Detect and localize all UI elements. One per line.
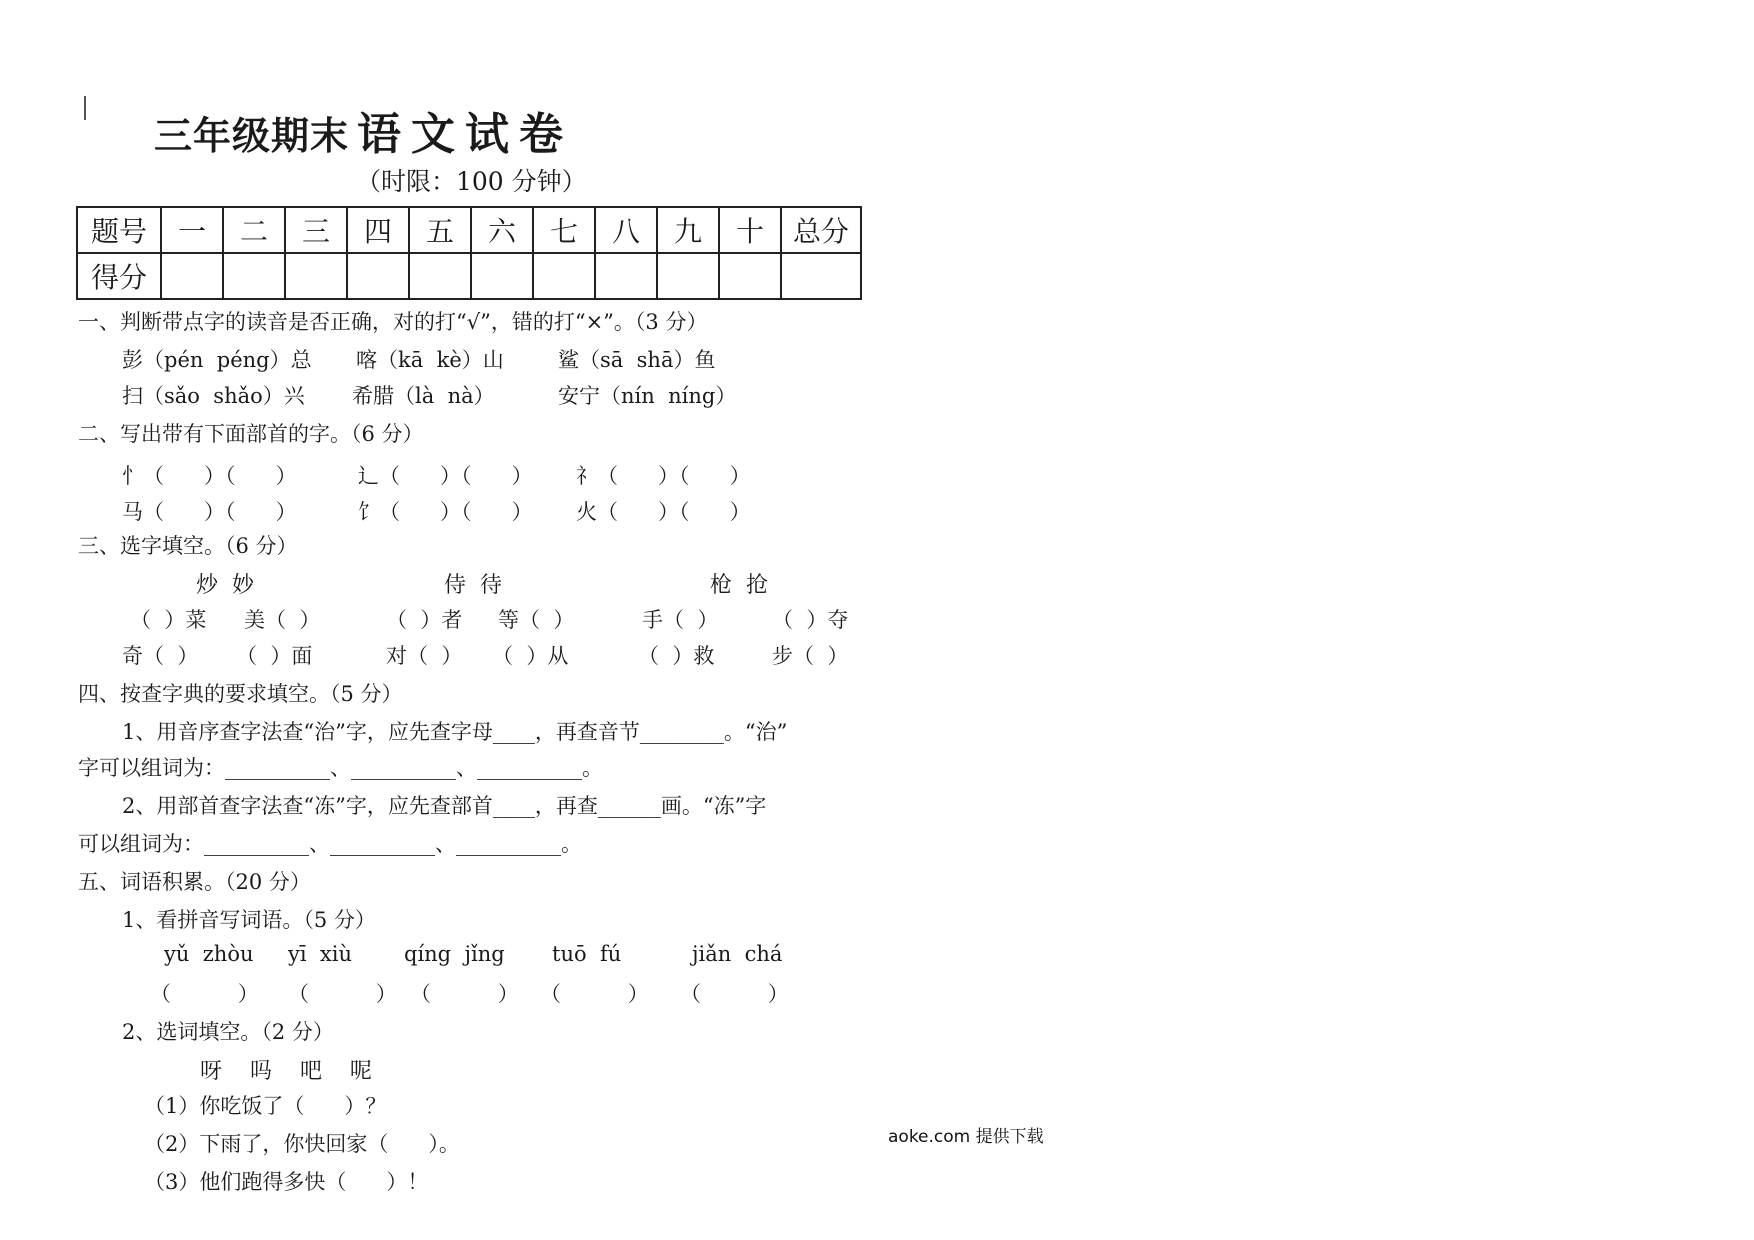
q3-char-pair: 枪 抢 (710, 573, 768, 598)
q3-blank: 步（ ） (772, 644, 849, 668)
header-cell: 题号 (77, 207, 161, 253)
fill-sentence: （3）他们跑得多快（ ）！ (144, 1170, 429, 1194)
q4-item1-line1: 1、用音序查字法查“治”字，应先查字母____，再查音节________。“治” (122, 720, 788, 744)
q2-item: 火（ ）（ ） (576, 500, 751, 524)
header-cell: 十 (719, 207, 781, 253)
q3-blank: （ ）者 (386, 608, 463, 632)
q3-blank: 奇（ ） (122, 644, 199, 668)
q1-item: 喀（kā kè）山 (356, 348, 504, 372)
header-cell: 七 (533, 207, 595, 253)
answer-blank: （ ） (150, 982, 259, 1006)
fill-sentence: （2）下雨了，你快回家（ ）。 (144, 1132, 460, 1156)
answer-blank: （ ） (540, 982, 649, 1006)
word-options: 呀 吗 吧 呢 (200, 1059, 372, 1084)
q1-item: 安宁（nín níng） (558, 384, 737, 408)
q3-blank: （ ）救 (638, 644, 715, 668)
answer-blank: （ ） (410, 982, 519, 1006)
pinyin-prompt: qíng jǐng (404, 942, 505, 966)
score-cell (285, 253, 347, 299)
q2-item: 饣（ ）（ ） (358, 500, 533, 524)
q2-item: 马（ ）（ ） (122, 500, 297, 524)
score-cell (595, 253, 657, 299)
q3-heading: 三、选字填空。（6 分） (78, 534, 298, 558)
q2-heading: 二、写出带有下面部首的字。（6 分） (78, 422, 424, 446)
q1-item: 扫（sǎo shǎo）兴 (122, 384, 305, 408)
q3-blank: 对（ ） (386, 644, 463, 668)
watermark-text: aoke.com 提供下载 (888, 1127, 1044, 1147)
q2-item: 辶（ ）（ ） (358, 464, 533, 488)
score-cell (471, 253, 533, 299)
score-row-label: 得分 (77, 253, 161, 299)
q1-item: 彭（pén péng）总 (122, 348, 312, 372)
score-cell (657, 253, 719, 299)
header-cell: 二 (223, 207, 285, 253)
pinyin-prompt: yī xiù (288, 942, 353, 966)
title-subject: 语文试卷 (357, 109, 574, 160)
q3-blank: 等（ ） (498, 608, 575, 632)
q1-item: 希腊（là nà） (352, 384, 495, 408)
margin-mark (84, 96, 86, 120)
pinyin-prompt: yǔ zhòu (164, 942, 254, 966)
header-cell: 三 (285, 207, 347, 253)
q5-heading: 五、词语积累。（20 分） (78, 870, 311, 894)
q4-heading: 四、按查字典的要求填空。（5 分） (78, 682, 403, 706)
score-cell (781, 253, 861, 299)
score-table (76, 206, 862, 300)
q3-blank: 手（ ） (642, 608, 719, 632)
q4-item2-line2: 可以组词为：__________、__________、__________。 (78, 832, 582, 856)
q3-blank: （ ）从 (492, 644, 569, 668)
score-value-row (77, 253, 861, 299)
q3-char-pair: 炒 妙 (196, 573, 254, 598)
q4-item2-line1: 2、用部首查字法查“冻”字，应先查部首____，再查______画。“冻”字 (122, 794, 767, 818)
score-cell (719, 253, 781, 299)
pinyin-prompt: tuō fú (552, 942, 622, 966)
score-cell (347, 253, 409, 299)
q4-item1-line2: 字可以组词为：__________、__________、__________。 (78, 756, 603, 780)
score-cell (409, 253, 471, 299)
answer-blank: （ ） (288, 982, 397, 1006)
header-cell: 八 (595, 207, 657, 253)
q3-blank: （ ）菜 (130, 608, 207, 632)
header-cell: 六 (471, 207, 533, 253)
pinyin-prompt: jiǎn chá (692, 942, 783, 966)
q5-sub1-heading: 1、看拼音写词语。（5 分） (122, 908, 376, 932)
q5-sub2-heading: 2、选词填空。（2 分） (122, 1020, 334, 1044)
page-title (154, 98, 573, 162)
header-cell: 九 (657, 207, 719, 253)
score-cell (223, 253, 285, 299)
q2-item: 礻（ ）（ ） (576, 464, 751, 488)
header-cell: 总分 (781, 207, 861, 253)
header-cell: 四 (347, 207, 409, 253)
time-limit: （时限：100 分钟） (356, 167, 587, 196)
header-cell: 一 (161, 207, 223, 253)
fill-sentence: （1）你吃饭了（ ）？ (144, 1094, 387, 1118)
score-header-row (77, 207, 861, 253)
q3-blank: （ ）夺 (772, 608, 849, 632)
q2-item: 忄（ ）（ ） (122, 464, 297, 488)
q1-heading: 一、判断带点字的读音是否正确，对的打“√”，错的打“×”。（3 分） (78, 310, 708, 334)
q3-blank: 美（ ） (244, 608, 321, 632)
q3-blank: （ ）面 (236, 644, 313, 668)
title-main: 三年级期末 (154, 113, 350, 158)
q1-item: 鲨（sā shā）鱼 (558, 348, 716, 372)
q3-char-pair: 侍 待 (444, 573, 502, 598)
answer-blank: （ ） (680, 982, 789, 1006)
score-cell (161, 253, 223, 299)
score-cell (533, 253, 595, 299)
header-cell: 五 (409, 207, 471, 253)
